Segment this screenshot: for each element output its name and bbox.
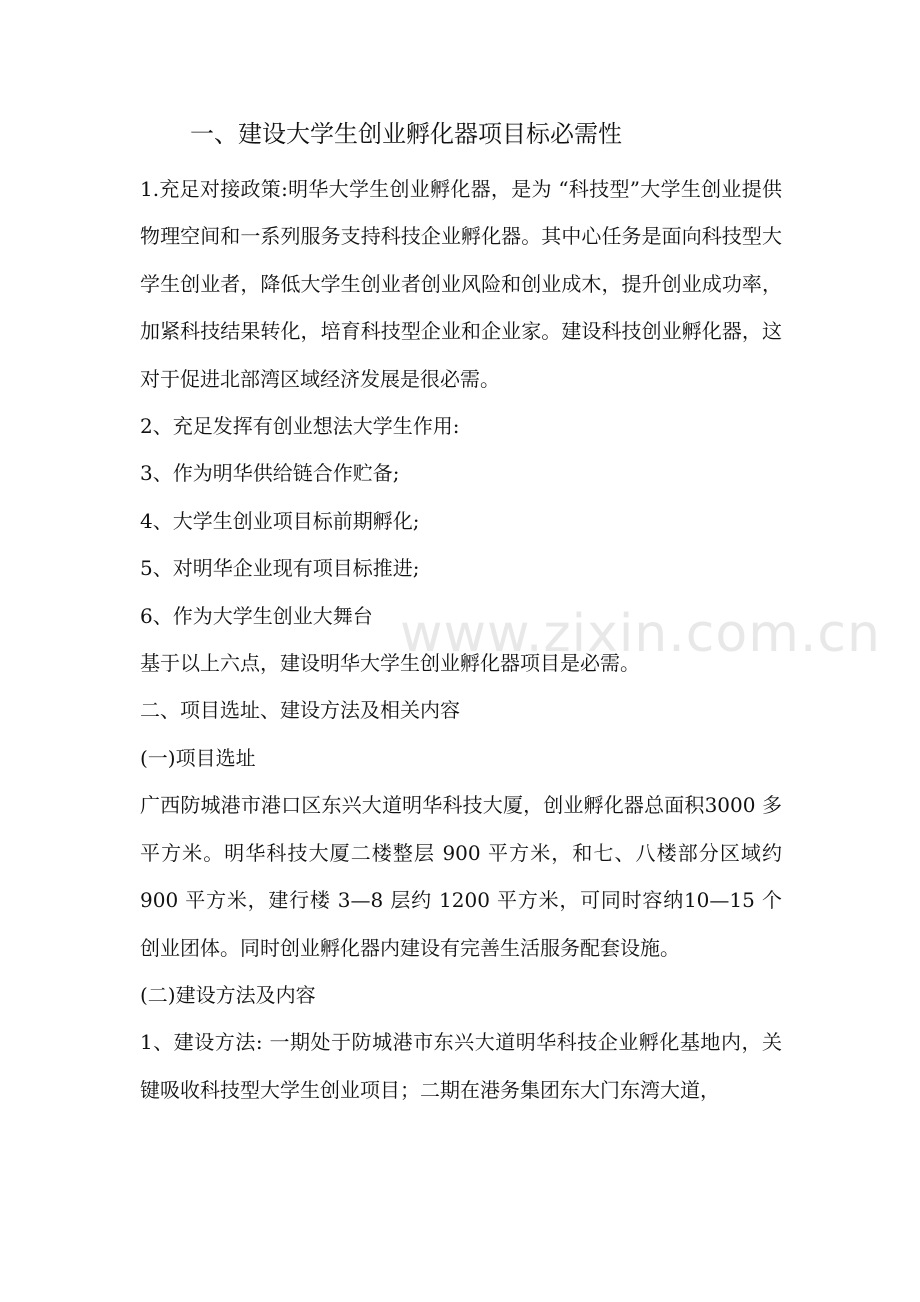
watermark-text: www.zixin.com.cn [400, 604, 881, 664]
paragraph-policy: 1.充足对接政策:明华大学生创业孵化器，是为 “科技型”大学生创业提供物理空间和一系列服务支持科技企业孵化器。其中心任务是面向科技型大学生创业者，降低大学生创业者创业风险和创业成木，提升创业成功率，加紧科技结果转化，培育科技型企业和企业家。建设科技创业孵化器，这对于促进北部湾区域经济发展是很必需。 [140, 177, 782, 391]
paragraph-construction-method: 1、建设方法: 一期处于防城港市东兴大道明华科技企业孵化基地内，关键吸收科技型大学生创业项目；二期在港务集团东大门东湾大道， [140, 1030, 782, 1102]
section-heading-2: 二、项目选址、建设方法及相关内容 [140, 698, 460, 723]
paragraph-conclusion: 基于以上六点，建设明华大学生创业孵化器项目是必需。 [140, 651, 640, 676]
paragraph-item-3: 3、作为明华供给链合作贮备; [140, 461, 400, 486]
document-body [140, 166, 782, 1114]
paragraph-item-5: 5、对明华企业现有项目标推进; [140, 556, 420, 581]
paragraph-item-2: 2、充足发挥有创业想法大学生作用: [140, 414, 460, 439]
paragraph-item-4: 4、大学生创业项目标前期孵化; [140, 508, 420, 533]
subheading-construction: (二)建设方法及内容 [140, 982, 316, 1007]
section-title: 一、建设大学生创业孵化器项目标必需性 [190, 120, 622, 148]
paragraph-site-details: 广西防城港市港口区东兴大道明华科技大厦，创业孵化器总面积3000 多平方米。明华科技大厦二楼整层 900 平方米，和七、八楼部分区域约 900 平方米，建行楼 3—8 层约 1200 平方米，可同时容纳10—15 个创业团体。同时创业孵化器内建设有完善生活服务配套设施。 [140, 793, 782, 960]
paragraph-item-6: 6、作为大学生创业大舞台 [140, 603, 373, 628]
subheading-site: (一)项目选址 [140, 745, 256, 770]
